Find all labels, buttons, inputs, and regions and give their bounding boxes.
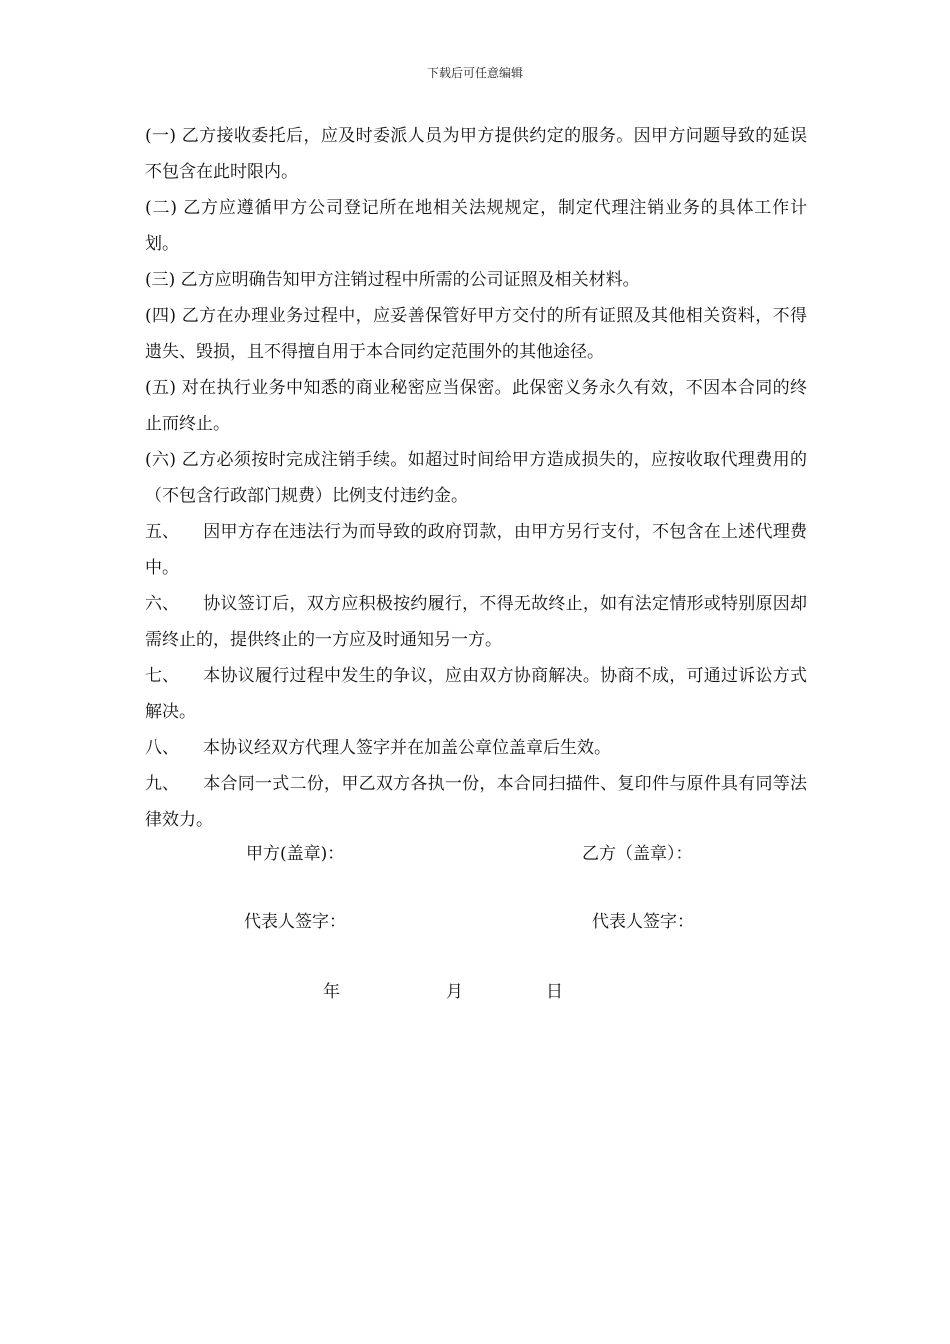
date-year: 年 [323, 982, 340, 1002]
section-5 [145, 514, 807, 586]
party-a-seal-label: 甲方(盖章)： [246, 844, 345, 864]
section-text: 本协议履行过程中发生的争议，应由双方协商解决。协商不成，可通过诉讼方式解决。 [145, 666, 807, 722]
section-text: 协议签订后，双方应积极按约履行，不得无故终止，如有法定情形或特别原因却需终止的，提供终止的一方应及时通知另一方。 [145, 594, 807, 650]
party-b-rep-label: 代表人签字： [592, 912, 694, 932]
clause-item-3: (三) 乙方应明确告知甲方注销过程中所需的公司证照及相关材料。 [145, 270, 640, 290]
page-header: 下载后可任意编辑 [426, 66, 523, 80]
clause-item-5: (五) 对在执行业务中知悉的商业秘密应当保密。此保密义务永久有效，不因本合同的终止而终止。 [145, 378, 807, 434]
section-number: 八、 [145, 738, 179, 758]
clause-item-6: (六) 乙方必须按时完成注销手续。如超过时间给甲方造成损失的，应按收取代理费用的（不包含行政部门规费）比例支付违约金。 [145, 450, 807, 506]
section-number: 九、 [145, 774, 179, 794]
section-text: 本合同一式二份，甲乙双方各执一份，本合同扫描件、复印件与原件具有同等法律效力。 [145, 774, 807, 830]
date-month: 月 [446, 982, 463, 1002]
clause-item-4: (四) 乙方在办理业务过程中，应妥善保管好甲方交付的所有证照及其他相关资料，不得遗失、毁损，且不得擅自用于本合同约定范围外的其他途径。 [145, 306, 807, 362]
section-number: 五、 [145, 522, 179, 542]
date-day: 日 [546, 982, 563, 1002]
section-6 [145, 586, 807, 658]
section-8 [145, 730, 807, 766]
section-7 [145, 658, 807, 730]
clause-item-2: (二) 乙方应遵循甲方公司登记所在地相关法规规定，制定代理注销业务的具体工作计划。 [145, 198, 807, 254]
party-b-seal-label: 乙方（盖章）： [582, 844, 693, 864]
section-number: 七、 [145, 666, 179, 686]
section-text: 本协议经双方代理人签字并在加盖公章位盖章后生效。 [203, 738, 611, 758]
contract-body [145, 118, 807, 838]
section-9 [145, 766, 807, 838]
clause-item-1: (一) 乙方接收委托后，应及时委派人员为甲方提供约定的服务。因甲方问题导致的延误不包含在此时限内。 [145, 126, 807, 182]
party-a-rep-label: 代表人签字： [244, 912, 346, 932]
section-text: 因甲方存在违法行为而导致的政府罚款，由甲方另行支付，不包含在上述代理费中。 [145, 522, 807, 578]
section-number: 六、 [145, 594, 179, 614]
